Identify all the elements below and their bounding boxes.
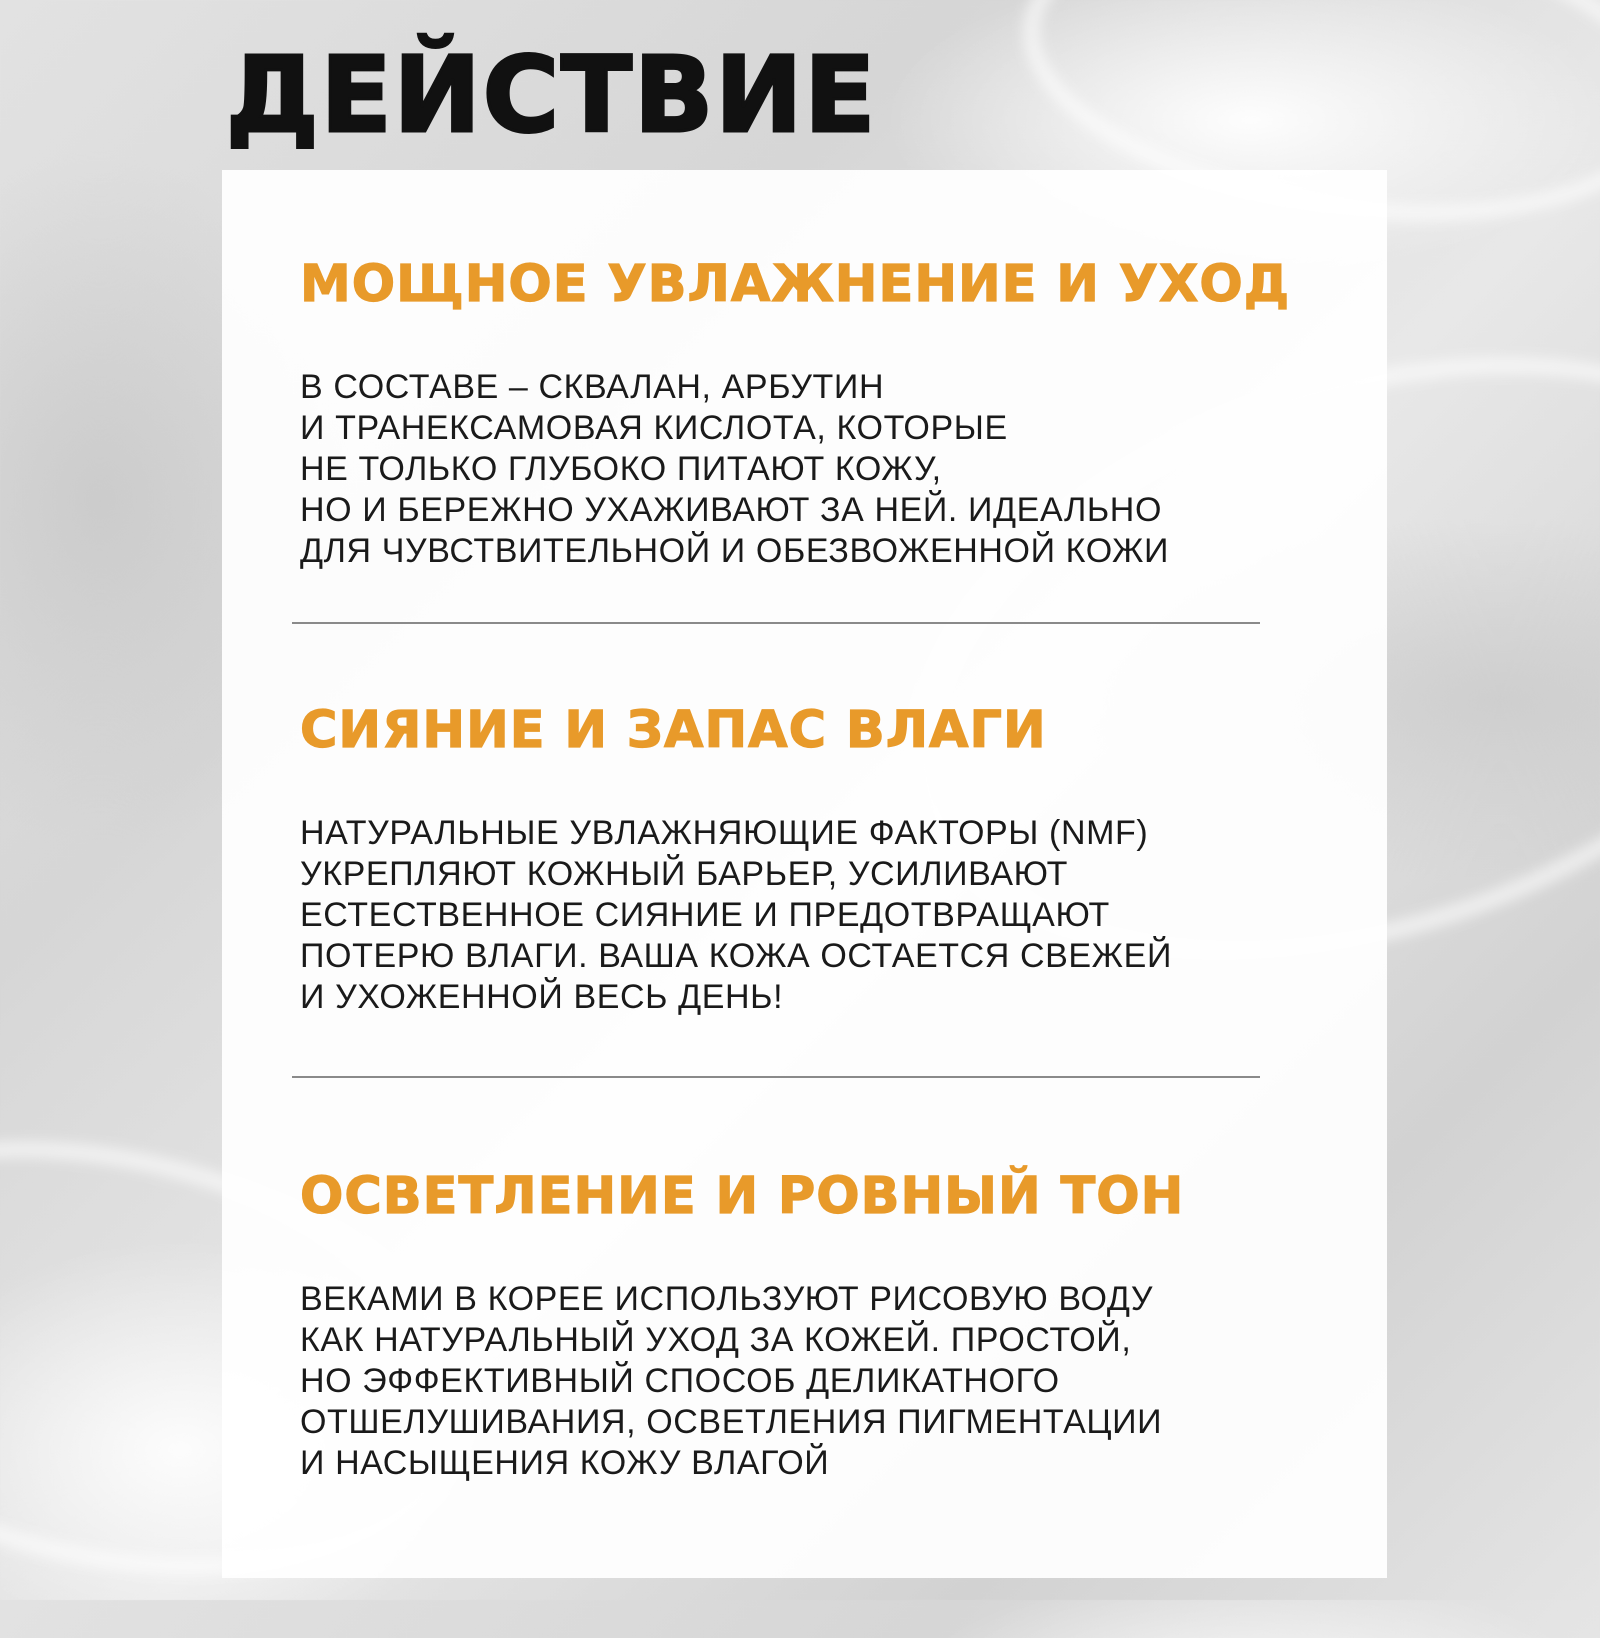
section-divider <box>292 1076 1260 1078</box>
body-line: ЕСТЕСТВЕННОЕ СИЯНИЕ И ПРЕДОТВРАЩАЮТ <box>300 896 1110 935</box>
body-line: НЕ ТОЛЬКО ГЛУБОКО ПИТАЮТ КОЖУ, <box>300 450 942 489</box>
section-brightening <box>300 1166 1297 1484</box>
content-card <box>222 170 1387 1578</box>
body-line: В СОСТАВЕ – СКВАЛАН, АРБУТИН <box>300 368 885 407</box>
body-line: ПОТЕРЮ ВЛАГИ. ВАША КОЖА ОСТАЕТСЯ СВЕЖЕЙ <box>300 937 1172 976</box>
section-radiance <box>300 700 1297 1018</box>
section-body <box>300 813 1297 1018</box>
body-line: КАК НАТУРАЛЬНЫЙ УХОД ЗА КОЖЕЙ. ПРОСТОЙ, <box>300 1321 1132 1360</box>
section-heading: СИЯНИЕ И ЗАПАС ВЛАГИ <box>300 701 1047 760</box>
body-line: НО И БЕРЕЖНО УХАЖИВАЮТ ЗА НЕЙ. ИДЕАЛЬНО <box>300 491 1162 530</box>
section-heading: МОЩНОЕ УВЛАЖНЕНИЕ И УХОД <box>300 255 1291 314</box>
section-heading: ОСВЕТЛЕНИЕ И РОВНЫЙ ТОН <box>300 1167 1185 1226</box>
body-line: НО ЭФФЕКТИВНЫЙ СПОСОБ ДЕЛИКАТНОГО <box>300 1362 1060 1401</box>
body-line: ДЛЯ ЧУВСТВИТЕЛЬНОЙ И ОБЕЗВОЖЕННОЙ КОЖИ <box>300 532 1170 571</box>
body-line: И ТРАНЕКСАМОВАЯ КИСЛОТА, КОТОРЫЕ <box>300 409 1008 448</box>
body-line: ВЕКАМИ В КОРЕЕ ИСПОЛЬЗУЮТ РИСОВУЮ ВОДУ <box>300 1280 1154 1319</box>
body-line: И НАСЫЩЕНИЯ КОЖУ ВЛАГОЙ <box>300 1444 830 1483</box>
section-body <box>300 367 1297 572</box>
section-divider <box>292 622 1260 624</box>
section-body <box>300 1279 1297 1484</box>
body-line: ОТШЕЛУШИВАНИЯ, ОСВЕТЛЕНИЯ ПИГМЕНТАЦИИ <box>300 1403 1163 1442</box>
body-line: НАТУРАЛЬНЫЕ УВЛАЖНЯЮЩИЕ ФАКТОРЫ (NMF) <box>300 814 1149 853</box>
page-title: ДЕЙСТВИЕ <box>226 34 878 156</box>
section-moisturizing <box>300 254 1297 572</box>
body-line: И УХОЖЕННОЙ ВЕСЬ ДЕНЬ! <box>300 978 784 1017</box>
body-line: УКРЕПЛЯЮТ КОЖНЫЙ БАРЬЕР, УСИЛИВАЮТ <box>300 855 1069 894</box>
